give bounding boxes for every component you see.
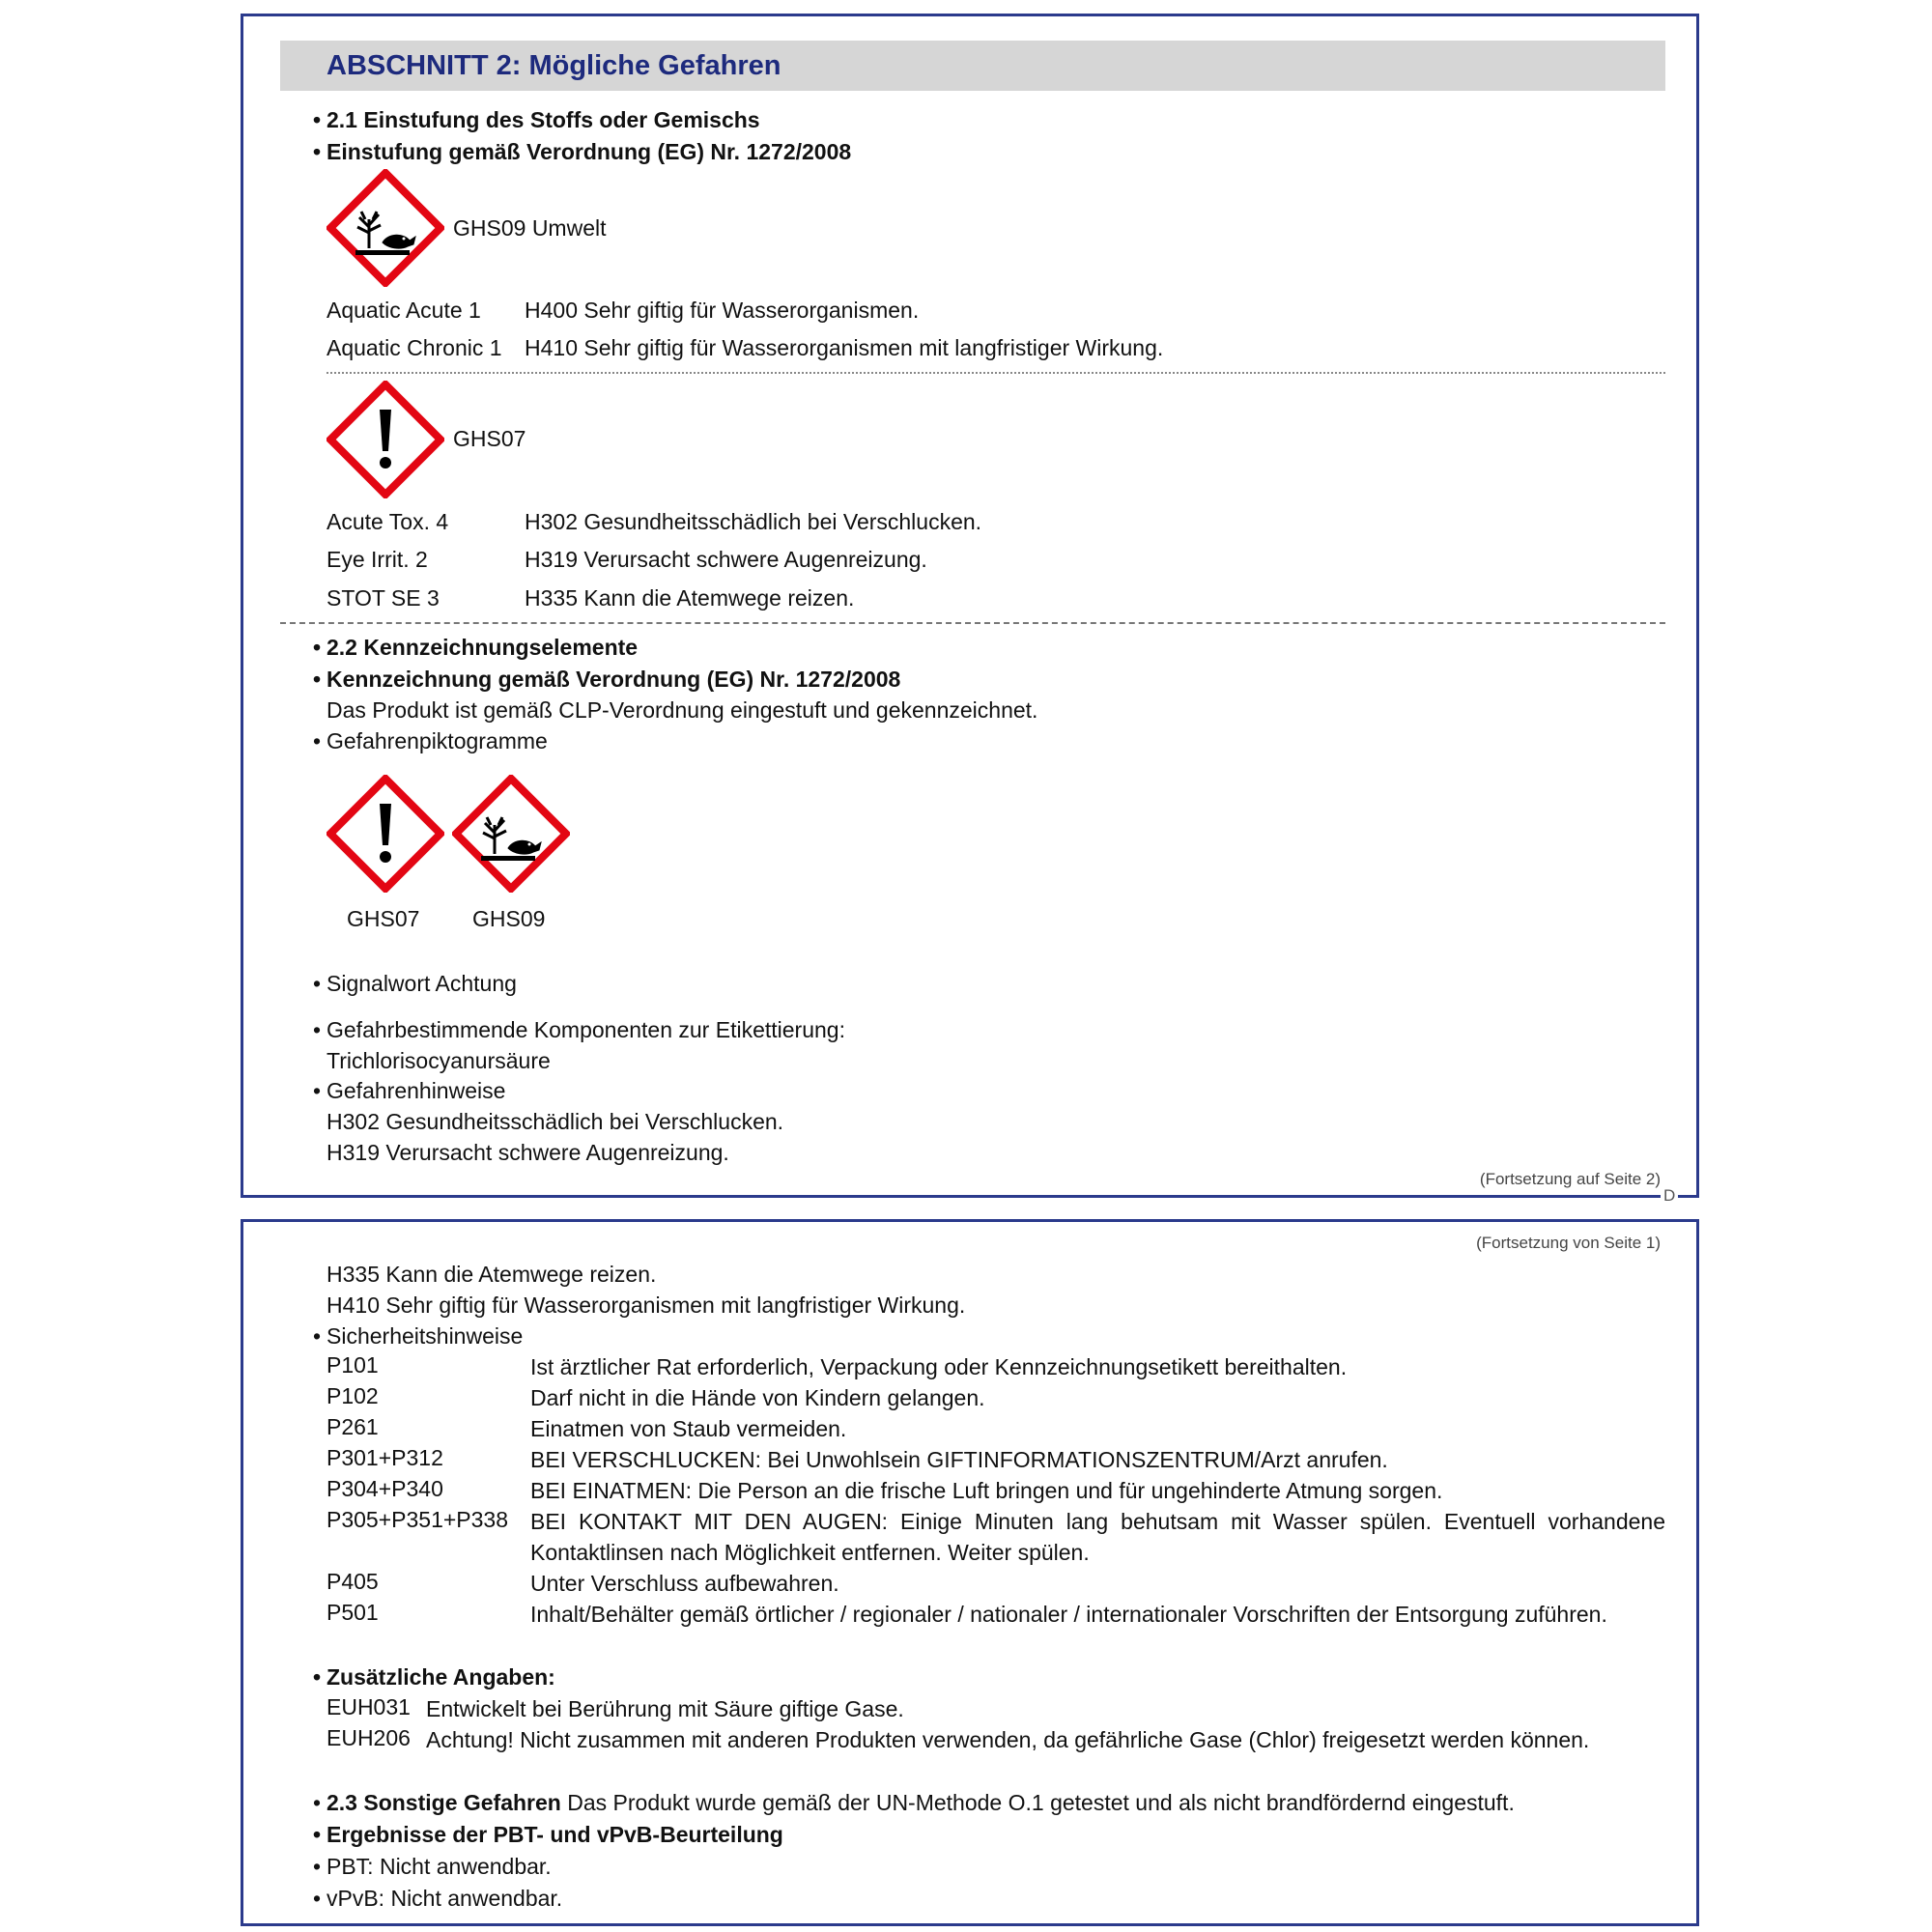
subheading-classification: • Einstufung gemäß Verordnung (EG) Nr. 1272/2008 [327,137,851,166]
precaution-code: P101 [327,1352,379,1378]
additional-heading: • Zusätzliche Angaben: [327,1662,555,1691]
precaution-code: P405 [327,1569,379,1594]
exclamation-mark-icon [327,775,444,893]
euh-code: EUH206 [327,1725,411,1750]
hazard-statement: H335 Kann die Atemwege reizen. [525,585,855,611]
pictograms-heading: • Gefahrenpiktogramme [327,726,548,755]
page-2 [241,1219,1699,1926]
hazard-class: Acute Tox. 4 [327,509,449,534]
euh-text: Entwickelt bei Berührung mit Säure giftige Gase. [426,1696,904,1721]
dashed-divider [280,622,1665,624]
hazard-statement: H410 Sehr giftig für Wasserorganismen mit langfristiger Wirkung. [525,335,1164,360]
section-title: ABSCHNITT 2: Mögliche Gefahren [280,41,1665,91]
precaution-text: Inhalt/Behälter gemäß örtlicher / regionaler / nationaler / internationaler Vorschriften der Entsorgung zuführen. [530,1602,1607,1627]
pbt-heading: • Ergebnisse der PBT- und vPvB-Beurteilung [327,1820,783,1849]
environment-hazard-icon [452,775,570,893]
continuation-note: (Fortsetzung von Seite 1) [1476,1234,1661,1252]
components-heading: • Gefahrbestimmende Komponenten zur Etikettierung: [327,1015,845,1044]
precaution-text: BEI KONTAKT MIT DEN AUGEN: Einige Minuten lang behutsam mit Wasser spülen. Eventuell vorhandene Kontaktlinsen nach Möglichkeit entfernen. Weiter spülen. [530,1509,1665,1565]
precaution-text: Unter Verschluss aufbewahren. [530,1571,839,1596]
precaution-code: P501 [327,1600,379,1625]
precaution-text: Ist ärztlicher Rat erforderlich, Verpackung oder Kennzeichnungsetikett bereithalten. [530,1354,1348,1379]
hazard-class: STOT SE 3 [327,585,440,611]
hazard-class: Aquatic Acute 1 [327,298,481,323]
hazard-statement: H302 Gesundheitsschädlich bei Verschlucken. [525,509,982,534]
pictogram-label-ghs07: GHS07 [453,426,526,451]
continuation-note: (Fortsetzung auf Seite 2) [1479,1170,1661,1188]
subheading-labelling: • Kennzeichnung gemäß Verordnung (EG) Nr. 1272/2008 [327,665,900,694]
precaution-text: Darf nicht in die Hände von Kindern gelangen. [530,1385,985,1410]
component-name: Trichlorisocyanursäure [327,1048,551,1073]
hazard-statement: H319 Verursacht schwere Augenreizung. [525,547,927,572]
pbt-result: • PBT: Nicht anwendbar. [327,1852,552,1881]
hazard-class: Aquatic Chronic 1 [327,335,502,360]
hazard-statement: H400 Sehr giftig für Wasserorganismen. [525,298,920,323]
precautionary-heading: • Sicherheitshinweise [327,1321,523,1350]
vpvb-result: • vPvB: Nicht anwendbar. [327,1884,562,1913]
precaution-text: BEI EINATMEN: Die Person an die frische Luft bringen und für ungehinderte Atmung sorgen. [530,1478,1443,1503]
hazard-statement: H302 Gesundheitsschädlich bei Verschlucken. [327,1109,784,1134]
euh-text: Achtung! Nicht zusammen mit anderen Produkten verwenden, da gefährliche Gase (Chlor) freigesetzt werden können. [426,1727,1590,1752]
page-1 [241,14,1699,1198]
precaution-text: Einatmen von Staub vermeiden. [530,1416,847,1441]
hazard-statements-heading: • Gefahrenhinweise [327,1076,505,1105]
footer-language-mark: D [1661,1186,1678,1206]
precaution-code: P301+P312 [327,1445,443,1470]
heading-2-1: • 2.1 Einstufung des Stoffs oder Gemischs [327,105,760,134]
hazard-statement: H410 Sehr giftig für Wasserorganismen mit langfristiger Wirkung. [327,1293,966,1318]
signal-word: • Signalwort Achtung [327,969,517,998]
pictogram-label-ghs09: GHS09 Umwelt [453,215,607,241]
other-hazards [327,1788,1515,1817]
hazard-class: Eye Irrit. 2 [327,547,428,572]
pictogram-caption: GHS09 [472,906,546,931]
dotted-divider [327,372,1665,374]
precaution-text: BEI VERSCHLUCKEN: Bei Unwohlsein GIFTINFORMATIONSZENTRUM/Arzt anrufen. [530,1447,1388,1472]
euh-code: EUH031 [327,1694,411,1719]
clp-text: Das Produkt ist gemäß CLP-Verordnung eingestuft und gekennzeichnet. [327,697,1038,723]
precaution-code: P304+P340 [327,1476,443,1501]
hazard-statement: H335 Kann die Atemwege reizen. [327,1262,657,1287]
precaution-code: P102 [327,1383,379,1408]
hazard-statement: H319 Verursacht schwere Augenreizung. [327,1140,729,1165]
precaution-code: P261 [327,1414,379,1439]
other-hazards-text: Das Produkt wurde gemäß der UN-Methode O.1 getestet und als nicht brandfördernd eingestuft. [567,1790,1515,1815]
environment-hazard-icon [327,169,444,287]
heading-2-3: 2.3 Sonstige Gefahren [327,1790,561,1815]
heading-2-2: • 2.2 Kennzeichnungselemente [327,633,638,662]
precaution-code: P305+P351+P338 [327,1507,509,1532]
pictogram-caption: GHS07 [347,906,420,931]
exclamation-mark-icon [327,381,444,498]
